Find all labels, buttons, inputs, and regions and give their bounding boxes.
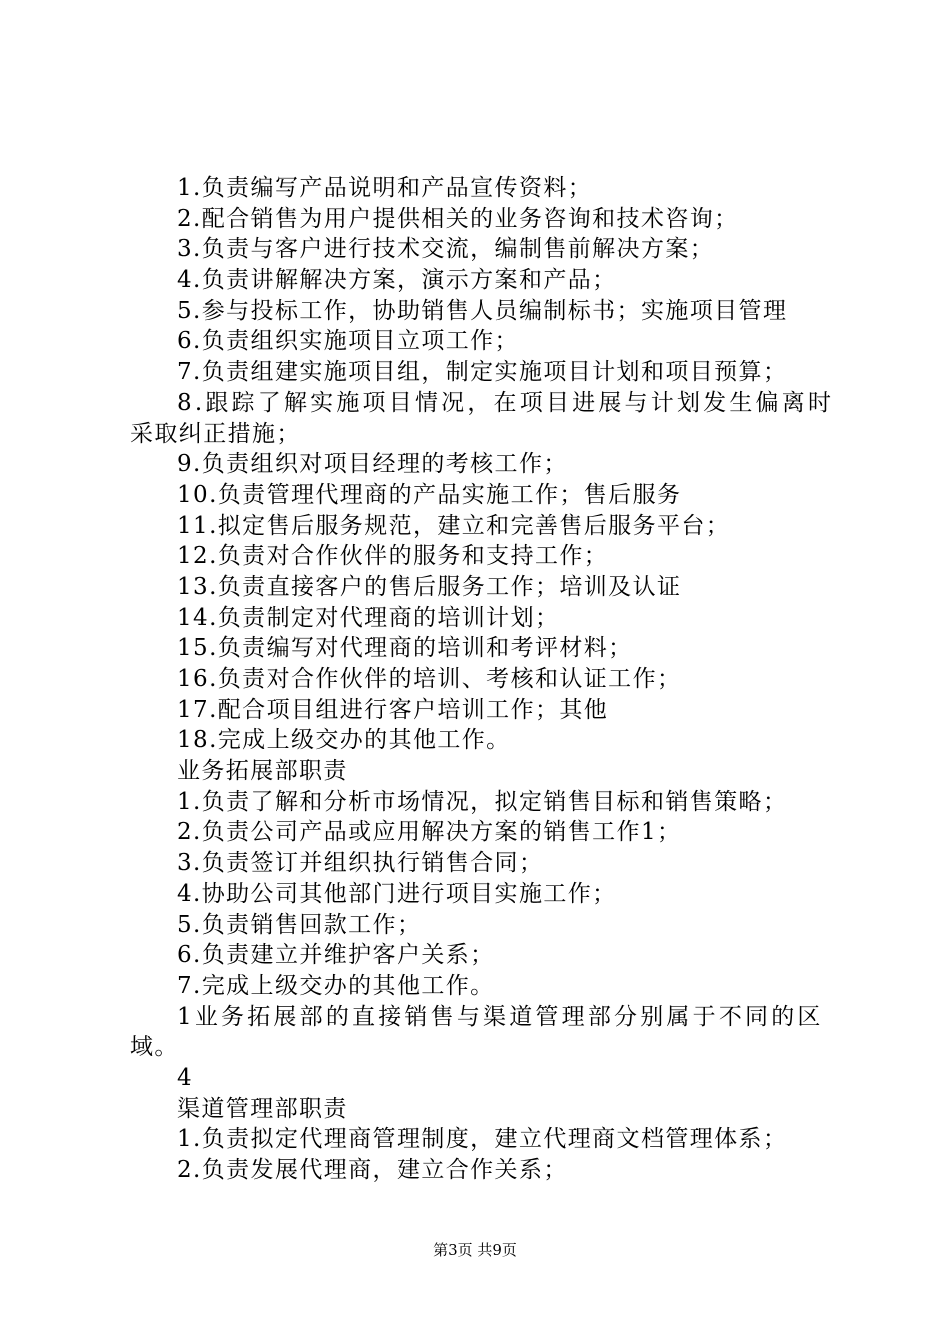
paragraph-line: 12.负责对合作伙伴的服务和支持工作； [177, 543, 609, 570]
paragraph-line: 10.负责管理代理商的产品实施工作；售后服务 [177, 481, 682, 508]
paragraph-line: 15.负责编写对代理商的培训和考评材料； [177, 635, 633, 662]
paragraph-line: 16.负责对合作伙伴的培训、考核和认证工作； [177, 666, 682, 692]
paragraph-line: 1.负责编写产品说明和产品宣传资料； [177, 175, 593, 201]
paragraph-line: 6.负责组织实施项目立项工作； [177, 328, 519, 355]
paragraph-line-continued: 采取纠正措施； [130, 420, 301, 447]
section-heading: 业务拓展部职责 [177, 758, 348, 785]
page-footer: 第3页 共9页 [433, 1241, 517, 1259]
paragraph-line: 9.负责组织对项目经理的考核工作； [177, 451, 568, 478]
section-heading: 渠道管理部职责 [177, 1095, 348, 1122]
paragraph-line: 11.拟定售后服务规范，建立和完善售后服务平台； [177, 512, 731, 539]
paragraph-line: 13.负责直接客户的售后服务工作；培训及认证 [177, 573, 682, 600]
paragraph-line: 4.协助公司其他部门进行项目实施工作； [177, 880, 617, 907]
paragraph-line: 17.配合项目组进行客户培训工作；其他 [177, 696, 609, 723]
paragraph-line: 1.负责了解和分析市场情况，拟定销售目标和销售策略； [177, 788, 788, 815]
paragraph-line: 2.负责公司产品或应用解决方案的销售工作1； [177, 819, 682, 846]
footnote-line-continued: 域。 [130, 1034, 179, 1061]
paragraph-line: 4.负责讲解解决方案，演示方案和产品； [177, 267, 617, 294]
paragraph-line: 2.配合销售为用户提供相关的业务咨询和技术咨询； [177, 205, 739, 232]
paragraph-line: 1.负责拟定代理商管理制度，建立代理商文档管理体系； [177, 1126, 788, 1153]
paragraph-line: 3.负责签订并组织执行销售合同； [177, 850, 544, 877]
page-marker: 4 [177, 1064, 194, 1091]
paragraph-line: 5.负责销售回款工作； [177, 911, 422, 938]
paragraph-line: 5.参与投标工作，协助销售人员编制标书；实施项目管理 [177, 297, 788, 324]
footnote-line: 1业务拓展部的直接销售与渠道管理部分别属于不同的区 [177, 1003, 824, 1030]
paragraph-line: 7.完成上级交办的其他工作。 [177, 972, 495, 999]
paragraph-line: 3.负责与客户进行技术交流，编制售前解决方案； [177, 236, 715, 263]
document-body [130, 173, 835, 1186]
paragraph-line: 6.负责建立并维护客户关系； [177, 942, 495, 969]
paragraph-line: 7.负责组建实施项目组，制定实施项目计划和项目预算； [177, 359, 788, 386]
paragraph-line: 2.负责发展代理商，建立合作关系； [177, 1157, 568, 1183]
paragraph-line: 8.跟踪了解实施项目情况，在项目进展与计划发生偏离时 [177, 389, 835, 416]
paragraph-line: 14.负责制定对代理商的培训计划； [177, 604, 560, 631]
paragraph-line: 18.完成上级交办的其他工作。 [177, 727, 511, 754]
